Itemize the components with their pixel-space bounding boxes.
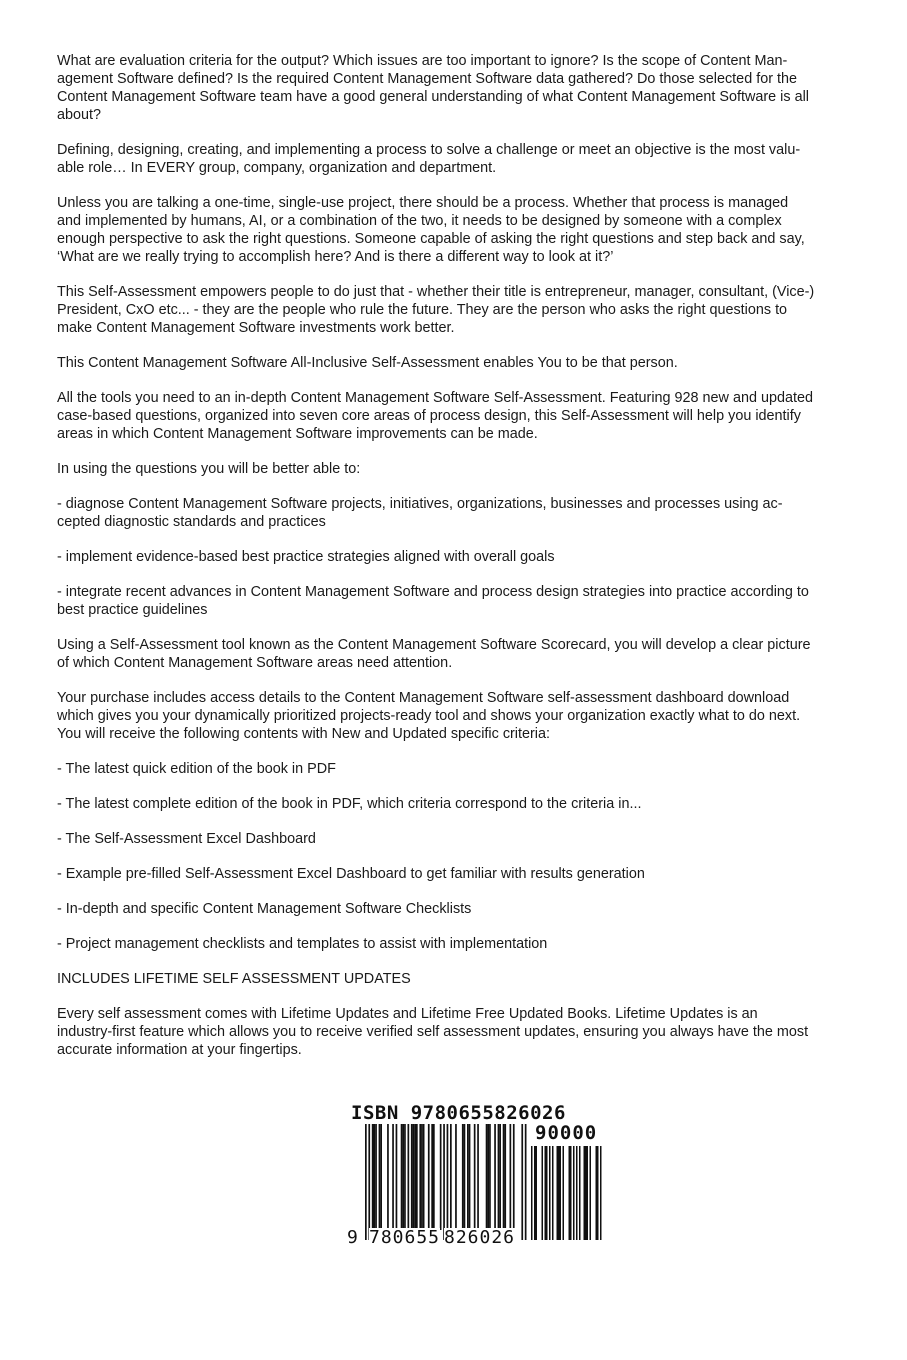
barcode-bar <box>469 1124 471 1230</box>
barcode-bar <box>462 1124 464 1230</box>
barcode-bar <box>375 1124 377 1230</box>
barcode-bar <box>419 1124 421 1230</box>
bullet-integrate: - integrate recent advances in Content Management Software and process design strategies into practice according to best practice guidelines <box>57 584 809 618</box>
addon-bar <box>600 1146 602 1240</box>
barcode-bar <box>408 1124 410 1230</box>
barcode-bar <box>494 1124 496 1230</box>
barcode-bar <box>401 1124 403 1230</box>
barcode-bar <box>464 1124 466 1230</box>
addon-bar <box>573 1146 575 1240</box>
paragraph-using-questions: In using the questions you will be better able to: <box>57 461 361 477</box>
barcode-bar <box>455 1124 457 1230</box>
paragraph-defining-process: Defining, designing, creating, and implementing a process to solve a challenge or meet an objective is the most valu- able role… In EVERY group, company, organization and department. <box>57 142 801 176</box>
barcode-bar <box>402 1124 404 1230</box>
barcode-bar <box>380 1124 382 1230</box>
barcode-bar <box>365 1124 367 1240</box>
bullet-diagnose: - diagnose Content Management Software projects, initiatives, organizations, businesses and processes using ac- cepted diagnostic standards and practices <box>57 496 783 530</box>
addon-bar <box>557 1146 559 1240</box>
isbn-label: ISBN 9780655826026 <box>351 1102 566 1124</box>
addon-bar <box>552 1146 554 1240</box>
addon-bar <box>570 1146 572 1240</box>
paragraph-empowers-people: This Self-Assessment empowers people to do just that - whether their title is entrepreneur, manager, consultant, (Vice-) President, CxO etc... - they are the people who rule the future. They are the person who asks the right questions to make Content Management Software investments work better. <box>57 284 815 336</box>
bullet-implement: - implement evidence-based best practice strategies aligned with overall goals <box>57 549 555 565</box>
barcode-bar <box>404 1124 406 1230</box>
barcode-bar <box>416 1124 418 1230</box>
addon-bar <box>597 1146 599 1240</box>
back-cover-description <box>57 52 847 1076</box>
addon-bar <box>569 1146 571 1240</box>
barcode-digit-first: 9 <box>347 1227 358 1248</box>
barcode-bar <box>477 1124 479 1230</box>
addon-bar <box>576 1146 578 1240</box>
addon-bar <box>563 1146 565 1240</box>
barcode-bar <box>431 1124 433 1230</box>
addon-bar <box>590 1146 592 1240</box>
addon-bar <box>560 1146 562 1240</box>
bullet-checklists: - In-depth and specific Content Management Software Checklists <box>57 901 472 917</box>
barcode-digits-left: 780655 <box>369 1227 441 1248</box>
barcode-bar <box>467 1124 469 1230</box>
barcode-bar <box>504 1124 506 1230</box>
addon-bar <box>546 1146 548 1240</box>
barcode-bar <box>428 1124 430 1230</box>
addon-bar <box>534 1146 536 1240</box>
paragraph-process-design: Unless you are talking a one-time, single-use project, there should be a process. Whether that process is managed and implemented by humans, AI, or a combination of the two, it needs to be designed by someone with a complex enough perspective to ask the right questions. Someone capable of asking the right questions and step back and say, ‘What are we really trying to accomplish here? And is there a different way to look at it?’ <box>57 195 805 265</box>
paragraph-intro-questions: What are evaluation criteria for the output? Which issues are too important to ignore? Is the scope of Content Man- agement Software defined? Is the required Content Management Software data gathered? Do those selected for the Content Management Software team have a good general understanding of what Content Management Software is all about? <box>57 53 809 123</box>
barcode-bar <box>447 1124 449 1240</box>
bullet-project-management: - Project management checklists and templates to assist with implementation <box>57 936 548 952</box>
addon-bar <box>579 1146 581 1240</box>
addon-code-label: 90000 <box>535 1122 598 1144</box>
barcode-bar <box>503 1124 505 1230</box>
barcode-bar <box>450 1124 452 1230</box>
paragraph-scorecard: Using a Self-Assessment tool known as the Content Management Software Scorecard, you will develop a clear picture of which Content Management Software areas need attention. <box>57 637 811 671</box>
barcode-bar <box>396 1124 398 1230</box>
addon-bar <box>584 1146 586 1240</box>
barcode-bar <box>525 1124 527 1240</box>
addon-bar <box>585 1146 587 1240</box>
addon-bar <box>545 1146 547 1240</box>
barcode-bar <box>411 1124 413 1230</box>
bullet-example-dashboard: - Example pre-filled Self-Assessment Excel Dashboard to get familiar with results generation <box>57 866 645 882</box>
barcode-bar <box>423 1124 425 1230</box>
addon-bar <box>542 1146 544 1240</box>
barcode-bar <box>487 1124 489 1230</box>
barcode-bar <box>392 1124 394 1230</box>
barcode-digits-right: 826026 <box>444 1227 516 1248</box>
barcode-bar <box>387 1124 389 1230</box>
addon-bar <box>549 1146 551 1240</box>
barcode-bar <box>499 1124 501 1230</box>
addon-bar <box>558 1146 560 1240</box>
bullet-complete-edition: - The latest complete edition of the book in PDF, which criteria correspond to the criteria in... <box>57 796 642 812</box>
isbn-barcode <box>347 1102 609 1252</box>
paragraph-tools-overview: All the tools you need to an in-depth Content Management Software Self-Assessment. Featuring 928 new and updated case-based questions, organized into seven core areas of process design, this Self-Assessment will help you identify areas in which Content Management Software improvements can be made. <box>57 390 813 442</box>
addon-bar <box>587 1146 589 1240</box>
barcode-bar <box>413 1124 415 1230</box>
paragraph-enables-you: This Content Management Software All-Inclusive Self-Assessment enables You to be that person. <box>57 355 678 371</box>
barcode-bar <box>440 1124 442 1230</box>
addon-bar <box>596 1146 598 1240</box>
barcode-bar <box>443 1124 445 1240</box>
barcode-bar <box>433 1124 435 1230</box>
barcode-bar <box>513 1124 515 1230</box>
barcode-bar <box>374 1124 376 1230</box>
addon-bar <box>531 1146 533 1240</box>
barcode-bar <box>498 1124 500 1230</box>
barcode-bar <box>474 1124 476 1230</box>
paragraph-purchase-includes: Your purchase includes access details to the Content Management Software self-assessment dashboard download which gives you your dynamically prioritized projects-ready tool and shows your organization exactly what to do next. You will receive the following contents with New and Updated specific criteria: <box>57 690 801 742</box>
barcode-bar <box>379 1124 381 1230</box>
heading-lifetime-updates: INCLUDES LIFETIME SELF ASSESSMENT UPDATES <box>57 971 411 987</box>
barcode-bar <box>489 1124 491 1230</box>
barcode-bar <box>368 1124 370 1240</box>
barcode-bar <box>510 1124 512 1230</box>
barcode-bar <box>421 1124 423 1230</box>
paragraph-lifetime-updates: Every self assessment comes with Lifetime Updates and Lifetime Free Updated Books. Lifetime Updates is an industry-first feature which allows you to receive verified self assessment updates, ensuring you always have the most accurate information at your fingertips. <box>57 1006 809 1058</box>
barcode-bar <box>372 1124 374 1230</box>
bullet-quick-edition: - The latest quick edition of the book in PDF <box>57 761 336 777</box>
barcode-bar <box>414 1124 416 1230</box>
addon-bar <box>536 1146 538 1240</box>
bullet-excel-dashboard: - The Self-Assessment Excel Dashboard <box>57 831 316 847</box>
barcode-bar <box>521 1124 523 1240</box>
barcode-bar <box>486 1124 488 1230</box>
